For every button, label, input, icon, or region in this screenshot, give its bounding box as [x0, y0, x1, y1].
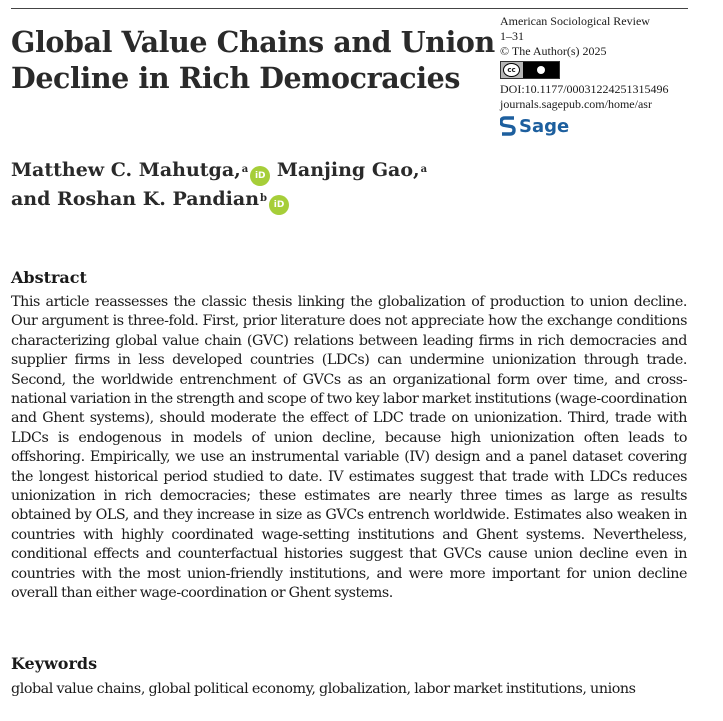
sage-logo[interactable] [500, 116, 700, 136]
affiliation-marker: b [260, 193, 268, 204]
affiliation-marker: a [420, 164, 428, 175]
abstract-body: This article reassesses the classic thesis linking the globalization of production to union decline. Our argument is three-fold. First, prior literature does not appreciate how the exchange conditions characterizing global value chain (GVC) relations between leading firms in rich democracies and supplier firms in less developed countries (LDCs) can undermine unionization through trade. Second, the worldwide entrenchment of GVCs as an organizational form over time, and cross-national variation in the strength and scope of two key labor market institutions (wage-coordination and Ghent systems), should moderate the effect of LDC trade on unionization. Third, trade with LDCs is endogenous in models of union decline, because high unionization often leads to offshoring. Empirically, we use an instrumental variable (IV) design and a panel dataset covering the longest historical period studied to date. IV estimates suggest that trade with LDCs reduces unionization in rich democracies; these estimates are nearly three times as large as results obtained by OLS, and they increase in size as GVCs entrench worldwide. Estimates also weaken in countries with highly coordinated wage-setting institutions and Ghent systems. Nevertheless, conditional effects and counterfactual histories suggest that GVCs cause union decline even in countries with the most union-friendly institutions, and were more important for union decline overall than either wage-coordination or Ghent systems. [11, 294, 687, 602]
by-attribution-icon [523, 62, 559, 78]
keywords-list: global value chains, global political economy, globalization, labor market institutions, unions [11, 681, 636, 697]
author-name[interactable]: and Roshan K. Pandian [11, 188, 260, 210]
sage-s-icon [500, 116, 516, 136]
cc-by-license-badge[interactable] [500, 61, 560, 79]
abstract-heading: Abstract [11, 268, 87, 287]
keywords-heading: Keywords [11, 654, 98, 673]
orcid-icon[interactable]: iD [250, 166, 270, 186]
author-name[interactable]: Matthew C. Mahutga, [11, 159, 241, 181]
doi[interactable]: DOI:10.1177/00031224251315496 [500, 82, 669, 96]
author-list [11, 157, 431, 215]
cc-icon: cc [503, 63, 520, 77]
article-title: Global Value Chains and Union Decline in Rich Democracies [11, 25, 495, 95]
sage-wordmark: Sage [519, 115, 570, 137]
journal-name: American Sociological Review [500, 14, 650, 28]
affiliation-marker: a [241, 164, 249, 175]
orcid-icon[interactable]: iD [269, 195, 289, 215]
top-rule [11, 8, 688, 9]
author-name[interactable]: Manjing Gao, [276, 159, 420, 181]
copyright: © The Author(s) 2025 [500, 44, 607, 58]
journal-url[interactable]: journals.sagepub.com/home/asr [500, 97, 652, 111]
page-range: 1–31 [500, 29, 524, 43]
journal-info [500, 14, 700, 136]
